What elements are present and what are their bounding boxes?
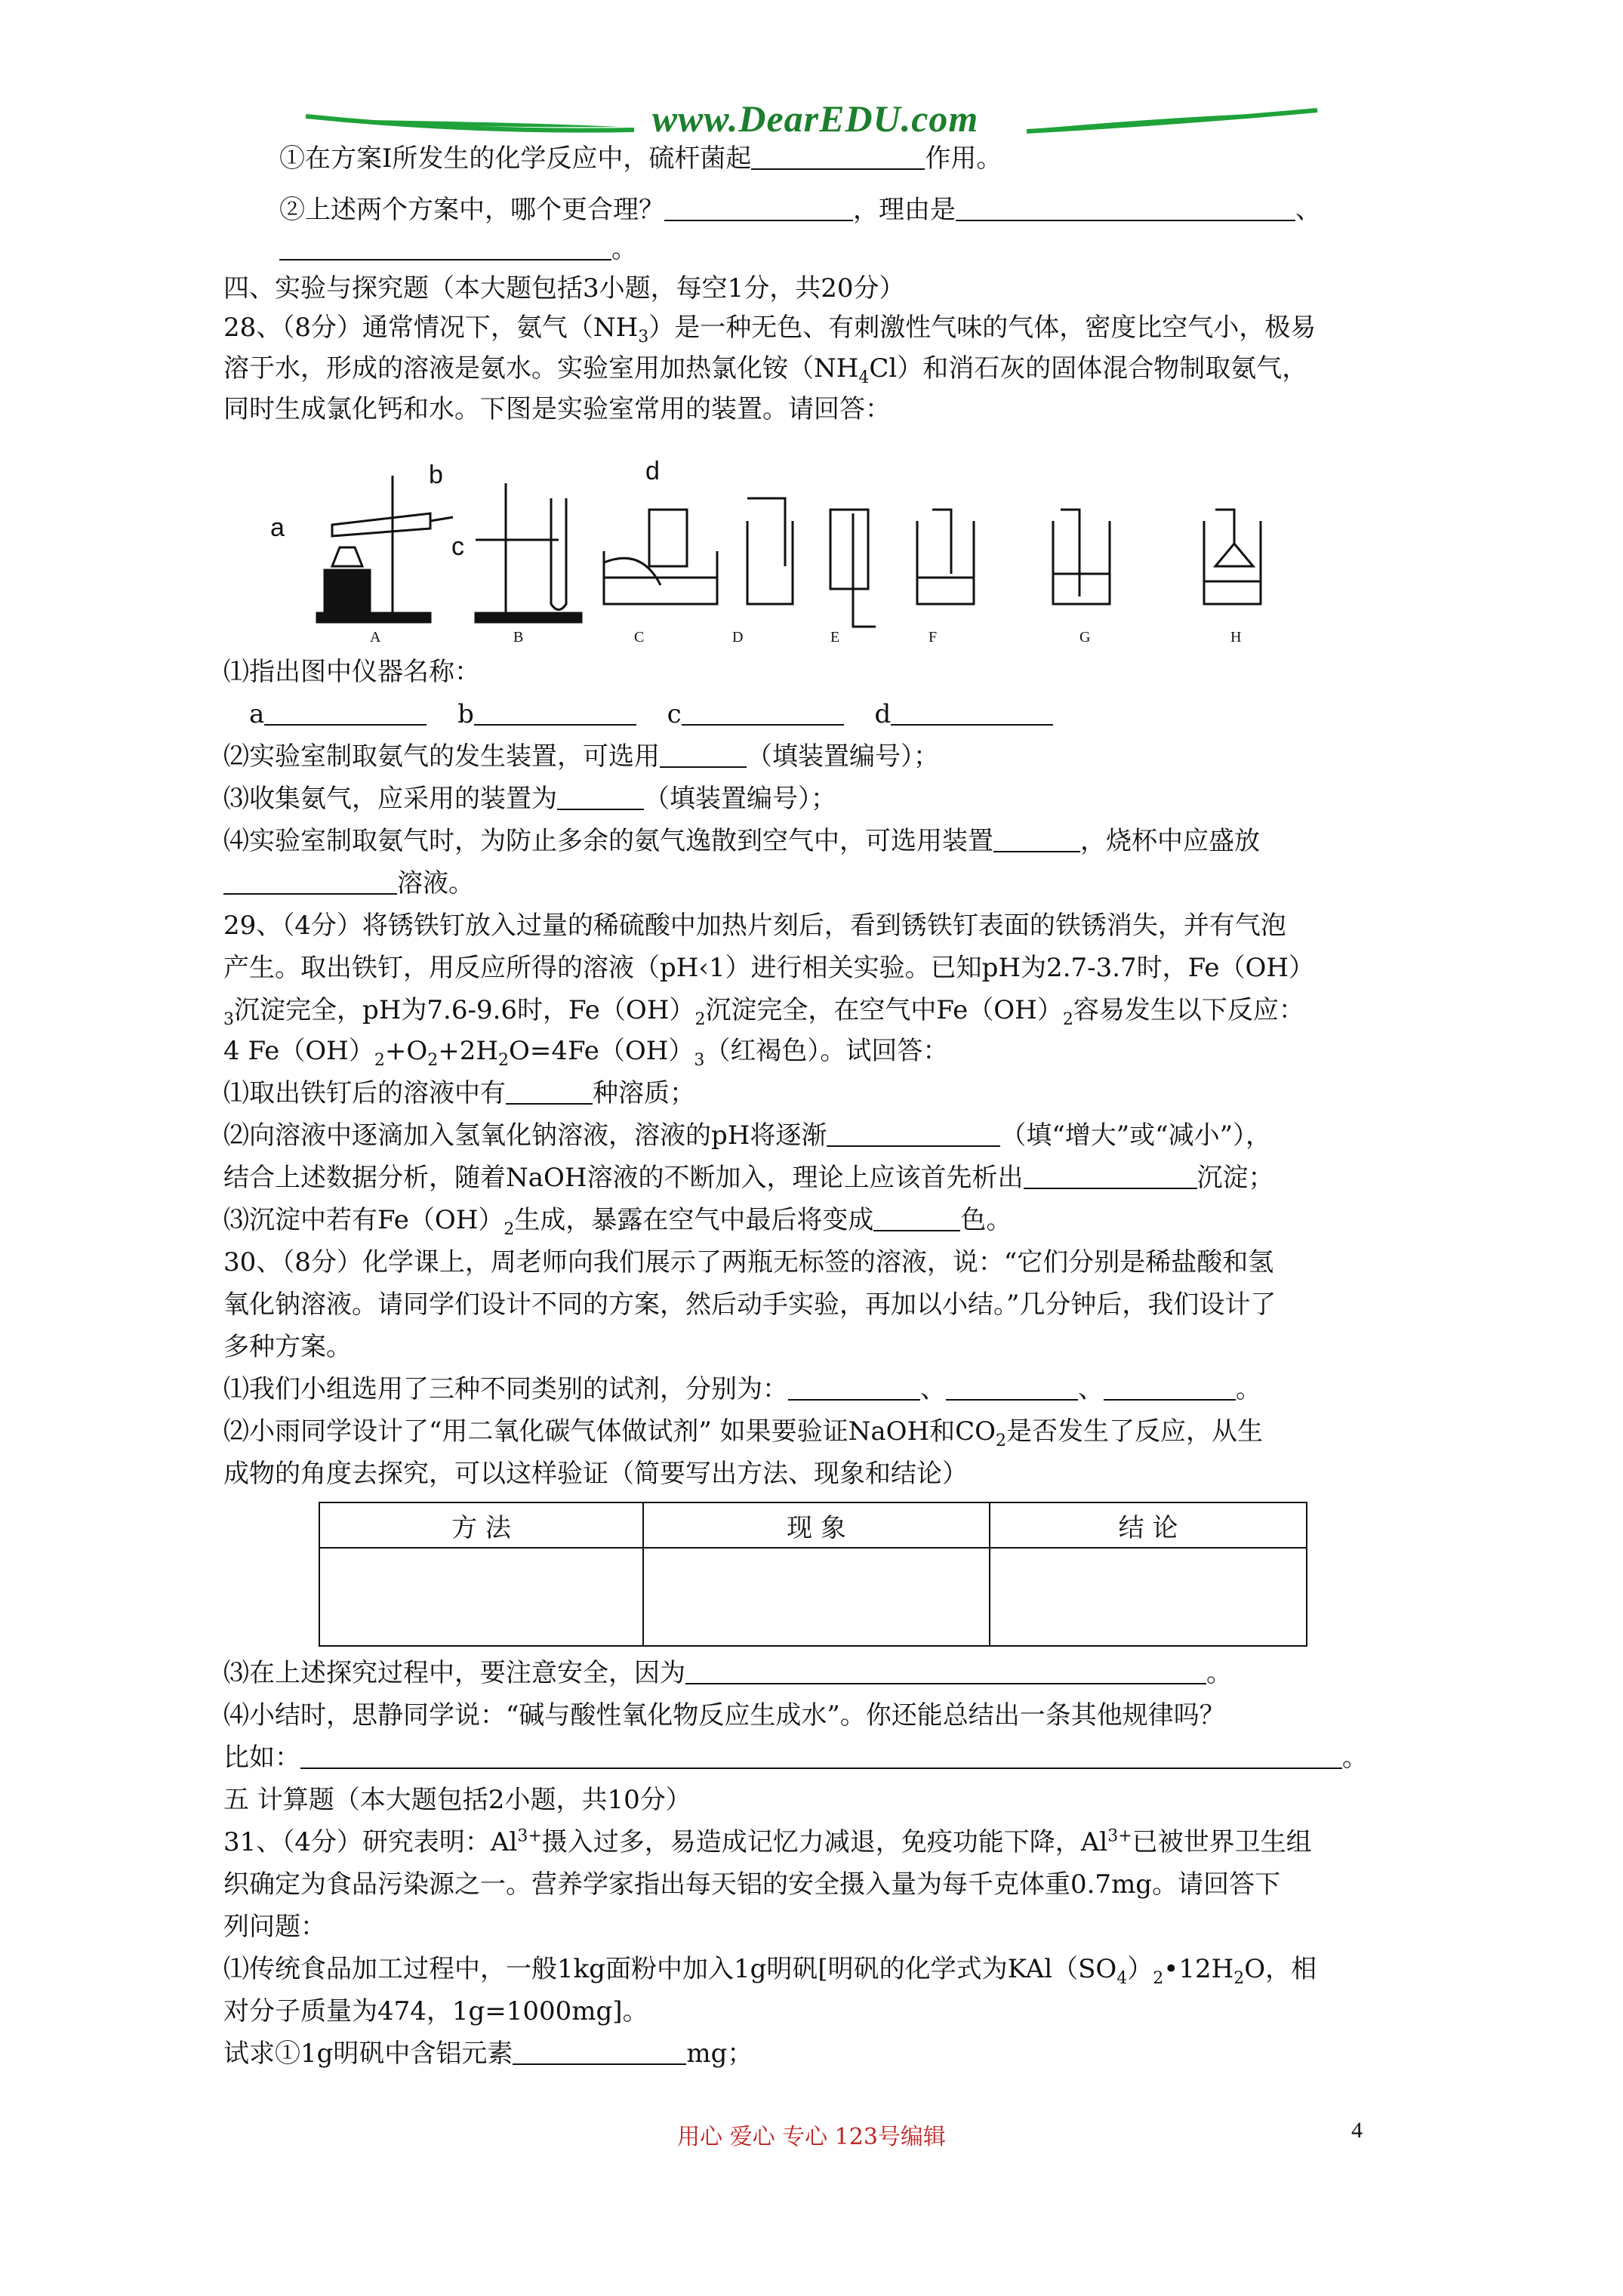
text-line: 产生。取出铁钉，用反应所得的溶液（pH‹1）进行相关实验。已知pH为2.7-3.7时，Fe（OH）	[223, 953, 1315, 983]
table-cell[interactable]	[643, 1548, 990, 1646]
table-header-phenomenon: 现 象	[643, 1502, 990, 1548]
callout-a: a	[270, 513, 285, 542]
text-line: 试求①1g明矾中含铝元素 mg；	[223, 2039, 753, 2069]
text-line: ⑶沉淀中若有$Fe(OH)_2$生成，暴露在空气中最后将变成 色。	[223, 1205, 1012, 1239]
table-cell[interactable]	[319, 1548, 643, 1646]
text-line: 多种方案。	[223, 1332, 352, 1362]
footer-text: 用心 爱心 专心 123号编辑	[677, 2124, 946, 2150]
text-line: 织确定为食品污染源之一。营养学家指出每天铝的安全摄入量为每千克体重0.7mg。请回答下	[223, 1869, 1281, 1900]
text-line: 同时生成氯化钙和水。下图是实验室常用的装置。请回答：	[223, 394, 891, 424]
page-number: 4	[1351, 2118, 1363, 2143]
text-line: 列问题：	[223, 1912, 326, 1942]
text-line: ⑶在上述探究过程中，要注意安全，因为 。	[223, 1658, 1232, 1688]
text-line: ⑷实验室制取氨气时，为防止多余的氨气逸散到空气中，可选用装置 ，烧杯中应盛放	[223, 826, 1260, 856]
section-heading: 四、实验与探究题（本大题包括3小题，每空1分，共20分）	[223, 273, 905, 304]
text-line: ⑶收集氨气，应采用的装置为 （填装置编号）；	[223, 784, 836, 814]
text-line: 。	[279, 234, 637, 264]
label-G: G	[1079, 629, 1091, 646]
text-line: 28、（8分）通常情况下，氨气$(NH_3)$是一种无色、有刺激性气味的气体，密度比空气小，极易	[223, 313, 1317, 347]
text-line: 30、（8分）化学课上，周老师向我们展示了两瓶无标签的溶液，说：“它们分别是稀盐酸和氢	[223, 1247, 1274, 1277]
label-B: B	[513, 629, 524, 646]
text-line: 溶于水，形成的溶液是氨水。实验室用加热氯化铵$(NH_4Cl)$和消石灰的固体混合物制取氨气，	[223, 353, 1308, 387]
text-line: ⑵小雨同学设计了“用二氧化碳气体做试剂” 如果要验证NaOH和$CO_2$是否发生了反应，从生	[223, 1416, 1264, 1450]
text-line: ⑴指出图中仪器名称：	[223, 657, 480, 687]
table-header-conclusion: 结 论	[990, 1502, 1307, 1548]
table-cell[interactable]	[990, 1548, 1307, 1646]
text-line: 对分子质量为474，1g=1000mg]。	[223, 1996, 648, 2026]
text-line: 比如： 。	[223, 1743, 1368, 1773]
text-line: ⑵实验室制取氨气的发生装置，可选用 （填装置编号）；	[223, 741, 939, 772]
text-line: ②上述两个方案中，哪个更合理？ ，理由是 、	[279, 195, 1321, 225]
text-line: $_3$沉淀完全，pH为7.6-9.6时，$Fe(OH)_2$沉淀完全，在空气中$Fe(OH)_2$容易发生以下反应：	[223, 995, 1304, 1029]
label-C: C	[634, 629, 645, 646]
text-line: 氧化钠溶液。请同学们设计不同的方案，然后动手实验，再加以小结。”几分钟后，我们设计了	[223, 1290, 1277, 1320]
text-line: 结合上述数据分析，随着NaOH溶液的不断加入，理论上应该首先析出 沉淀；	[223, 1163, 1274, 1193]
label-A: A	[370, 629, 381, 646]
apparatus-figure	[249, 453, 1321, 657]
label-F: F	[929, 629, 938, 646]
logo-text: www.DearEDU.com	[651, 97, 979, 140]
callout-b: b	[429, 461, 443, 489]
callout-d: d	[645, 457, 660, 485]
label-D: D	[732, 629, 744, 646]
text-line: ①在方案Ⅰ所发生的化学反应中，硫杆菌起 作用。	[279, 143, 1002, 174]
text-line: 29、（4分）将锈铁钉放入过量的稀硫酸中加热片刻后，看到锈铁钉表面的铁锈消失，并有气泡	[223, 911, 1286, 941]
text-line: ⑷小结时，思静同学说：“碱与酸性氧化物反应生成水”。你还能总结出一条其他规律吗？	[223, 1700, 1225, 1730]
section-heading: 五 计算题（本大题包括2小题，共10分）	[223, 1785, 691, 1815]
label-E: E	[830, 629, 840, 646]
text-line: ⑵向溶液中逐滴加入氢氧化钠溶液，溶液的pH将逐渐 （填“增大”或“减小”），	[223, 1120, 1271, 1151]
text-line: 31、（4分）研究表明：$Al^{3+}$摄入过多，易造成记忆力减退，免疫功能下降，$Al^{3+}$已被世界卫生组	[223, 1826, 1312, 1857]
answer-table	[319, 1502, 1307, 1647]
text-line: ⑴取出铁钉后的溶液中有 种溶质；	[223, 1078, 695, 1108]
text-line: ⑴我们小组选用了三种不同类别的试剂，分别为： 、 、 。	[223, 1374, 1261, 1404]
label-H: H	[1230, 629, 1242, 646]
callout-c: c	[451, 532, 464, 561]
text-line: 成物的角度去探究，可以这样验证（简要写出方法、现象和结论）	[223, 1459, 968, 1489]
text-line: 4 $Fe(OH)_2+O_2+2H_2O=4Fe(OH)_3$（红褐色）。试回答：	[223, 1036, 949, 1070]
answer-line: a b c d	[249, 699, 1053, 729]
text-line: ⑴传统食品加工过程中，一般1kg面粉中加入1g明矾[明矾的化学式为$KAl(SO_4)_2•12H_2O$，相	[223, 1954, 1317, 1988]
table-header-method: 方 法	[319, 1502, 643, 1548]
header-logo	[302, 97, 1329, 142]
text-line: 溶液。	[223, 868, 474, 898]
